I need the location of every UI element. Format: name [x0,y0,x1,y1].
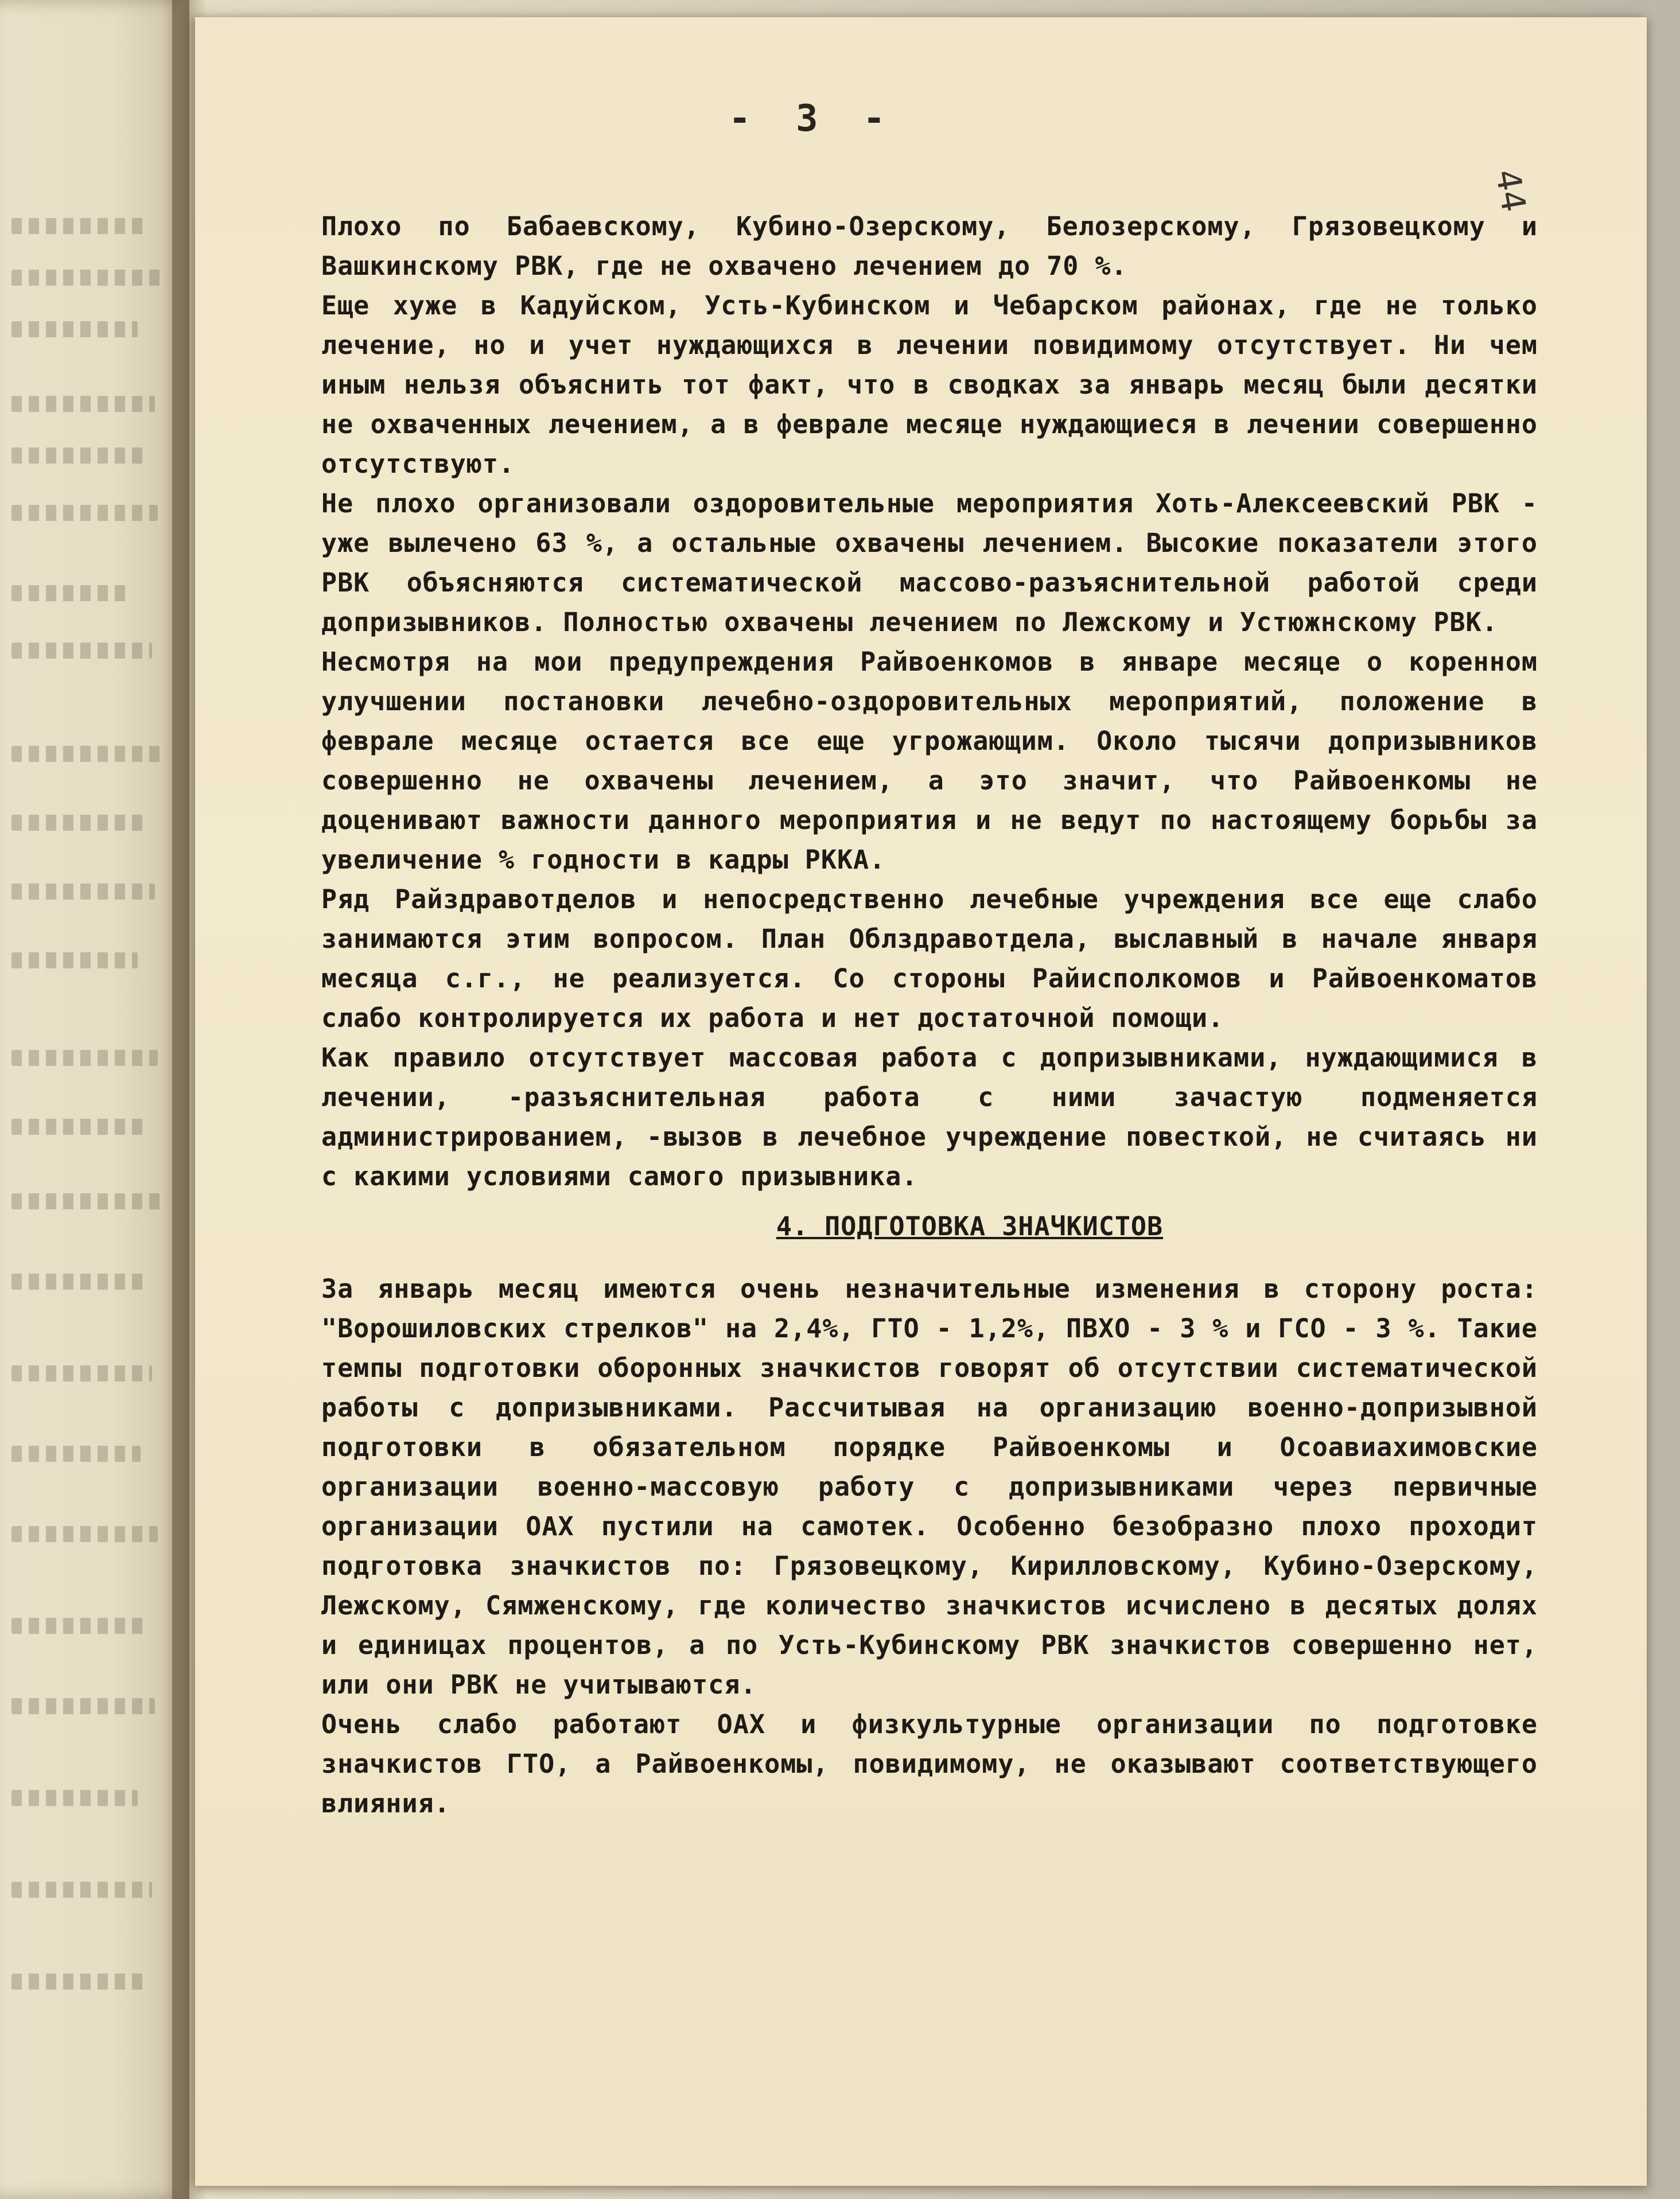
ghost-text-line [11,1365,152,1381]
paragraph: Очень слабо работают ОАХ и физкультурные организации по подготовке значкистов ГТО, а Райвоенкомы, повидимому, не оказывают соответствующего влияния. [321,1709,1538,1819]
ghost-text-line [11,1974,143,1990]
ghost-text-line [11,321,138,337]
ghost-text-line [11,1526,158,1542]
ghost-text-line [11,1446,141,1462]
ghost-text-line [11,447,143,464]
document-body [321,207,1538,1823]
ghost-text-line [11,585,132,601]
archive-folio-mark: 44 [1488,166,1534,215]
ghost-text-line [11,396,155,412]
ghost-text-line [11,1790,138,1806]
section-heading: 4. ПОДГОТОВКА ЗНАЧКИСТОВ [776,1211,1164,1241]
paragraph: За январь месяц имеются очень незначительные изменения в сторону роста: "Ворошиловских стрелков" на 2,4%, ГТО - 1,2%, ПВХО - 3 % и ГСО - 3 %. Такие темпы подготовки оборонных значкистов говорят об отсутствии систематической работы с допризывниками. Рассчитывая на организацию военно-допризывной подготовки в обязательном порядке Райвоенкомы и Осоавиахимовские организации военно-массовую работу с допризывниками через первичные организации ОАХ пустили на самотек. Особенно безобразно плохо проходит подготовка значкистов по: Грязовецкому, Кирилловскому, Кубино-Озерскому, Лежскому, Сямженскому, где количество значкистов исчислено в десятых долях и единицах процентов, а по Усть-Кубинскому РВК значкистов совершенно нет, или они РВК не учитываются. [321,1274,1538,1700]
ghost-text-line [11,1274,143,1290]
ghost-text-line [11,270,161,286]
previous-page-edge [0,0,189,2199]
ghost-text-line [11,746,161,762]
ghost-text-line [11,815,143,831]
ghost-text-line [11,884,155,900]
paragraph: Не плохо организовали оздоровительные мероприятия Хоть-Алексеевский РВК - уже вылечено 63 %, а остальные охвачены лечением. Высокие показатели этого РВК объясняются систематической массово-разъяснительной работой среди допризывников. Полностью охвачены лечением по Лежскому и Устюжнскому РВК. [321,488,1538,637]
ghost-text-line [11,1193,161,1209]
ghost-text-line [11,1882,152,1898]
ghost-text-line [11,643,152,659]
paragraph: Еще хуже в Кадуйском, Усть-Кубинском и Чебарском районах, где не только лечение, но и учет нуждающихся в лечении повидимому отсутствует. Ни чем иным нельзя объяснить тот факт, что в сводках за январь месяц были десятки не охваченных лечением, а в феврале месяце нуждающиеся в лечении совершенно отсутствуют. [321,290,1538,479]
ghost-text-line [11,1698,155,1714]
ghost-text-line [11,1050,158,1066]
ghost-text-line [11,952,138,968]
paragraph: Несмотря на мои предупреждения Райвоенкомов в январе месяце о коренном улучшении постановки лечебно-оздоровительных мероприятий, положение в феврале месяце остается все еще угрожающим. Около тысячи допризывников совершенно не охвачены лечением, а это значит, что Райвоенкомы не доценивают важности данного мероприятия и не ведут по настоящему борьбы за увеличение % годности в кадры РККА. [321,647,1538,875]
paragraph: Как правило отсутствует массовая работа с допризывниками, нуждающимися в лечении, -разъяснительная работа с ними зачастую подменяется администрированием, -вызов в лечебное учреждение повесткой, не считаясь ни с какими условиями самого призывника. [321,1042,1538,1192]
ghost-text-line [11,1618,146,1634]
paragraph: Плохо по Бабаевскому, Кубино-Озерскому, Белозерскому, Грязовецкому и Вашкинскому РВК, где не охвачено лечением до 70 %. [321,211,1538,281]
page-number: - 3 - [729,98,897,140]
paragraph: Ряд Райздравотделов и непосредственно лечебные учреждения все еще слабо занимаются этим вопросом. План Облздравотдела, выславный в начале января месяца с.г., не реализуется. Со стороны Райисполкомов и Райвоенкоматов слабо контролируется их работа и нет достаточной помощи. [321,884,1538,1033]
ghost-text-line [11,218,149,234]
ghost-text-line [11,505,158,521]
ghost-text-line [11,1119,149,1135]
document-page [195,17,1647,2186]
